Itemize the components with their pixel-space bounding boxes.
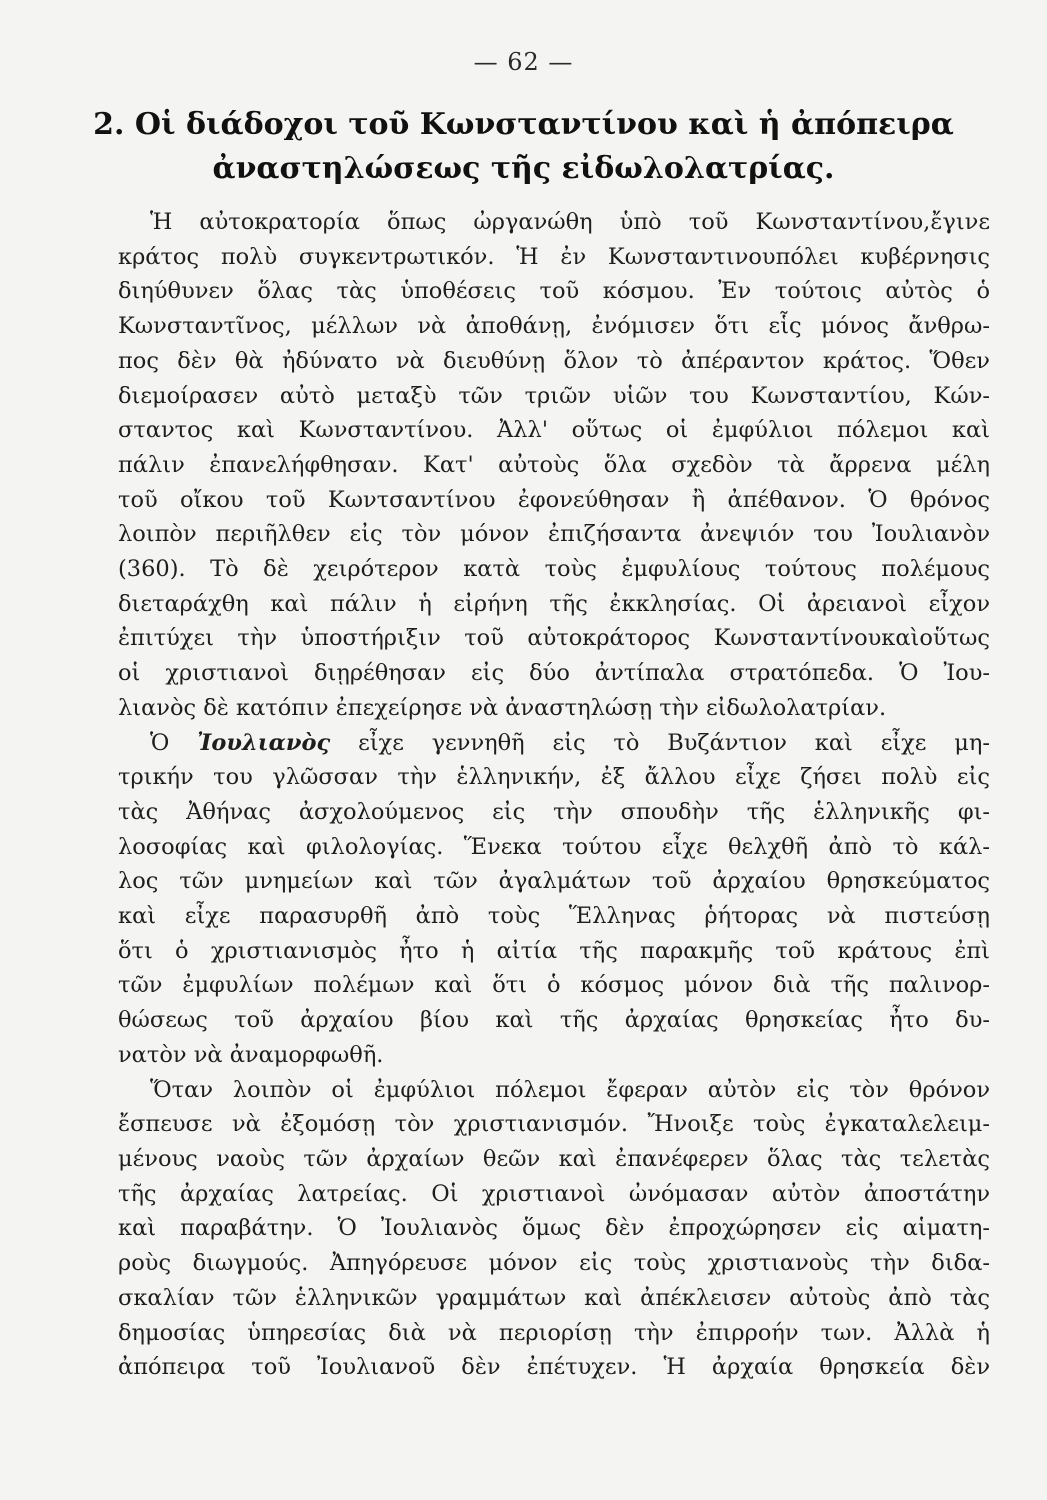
text-line: ὅτι ὁ χριστιανισμὸς ἦτο ἡ αἰτία τῆς παρακμῆς τοῦ κράτους ἐπὶ — [118, 937, 990, 964]
text-line: νατὸν νὰ ἀναμορφωθῆ. — [118, 1041, 384, 1068]
text-line: τῆς ἀρχαίας λατρείας. Οἱ χριστιανοὶ ὠνόμασαν αὐτὸν ἀποστάτην — [118, 1180, 990, 1207]
text-line: σκαλίαν τῶν ἑλληνικῶν γραμμάτων καὶ ἀπέκλεισεν αὐτοὺς ἀπὸ τὰς — [118, 1284, 990, 1311]
text-line: ἐπιτύχει τὴν ὑποστήριξιν τοῦ αὐτοκράτορος Κωνσταντίνουκαὶοὕτως — [118, 625, 990, 652]
text-line: τὰς Ἀθήνας ἀσχολούμενος εἰς τὴν σπουδὴν τῆς ἑλληνικῆς φι- — [118, 798, 990, 825]
text-line: ἀπόπειρα τοῦ Ἰουλιανοῦ δὲν ἐπέτυχεν. Ἡ ἀρχαία θρησκεία δὲν — [118, 1354, 990, 1381]
text-line: κράτος πολὺ συγκεντρωτικόν. Ἡ ἐν Κωνσταντινουπόλει κυβέρνησις — [118, 243, 990, 270]
text-fragment: εἶχε γεννηθῆ εἰς τὸ Βυζάντιον καὶ εἶχε μη- — [358, 729, 990, 756]
text-fragment: Ὁ — [150, 729, 170, 756]
text-line: (360). Τὸ δὲ χειρότερον κατὰ τοὺς ἐμφυλίους τούτους πολέμους — [118, 556, 990, 583]
page-number: — 62 — — [473, 48, 574, 76]
text-line: λιανὸς δὲ κατόπιν ἐπεχείρησε νὰ ἀναστηλώσῃ τὴν εἰδωλολατρίαν. — [118, 694, 887, 721]
text-line: σταντος καὶ Κωνσταντίνου. Ἀλλ' οὕτως οἱ ἐμφύλιοι πόλεμοι καὶ — [118, 417, 990, 444]
heading-line-2: ἀναστηλώσεως τῆς εἰδωλολατρίας. — [212, 151, 835, 186]
body-text — [118, 205, 990, 1385]
text-line: θώσεως τοῦ ἀρχαίου βίου καὶ τῆς ἀρχαίας θρησκείας ἦτο δυ- — [118, 1007, 990, 1034]
text-line: τρικήν του γλῶσσαν τὴν ἑλληνικήν, ἐξ ἄλλου εἶχε ζήσει πολὺ εἰς — [118, 764, 990, 791]
text-line-with-name — [118, 726, 990, 761]
text-line: διεταράχθη καὶ πάλιν ἡ εἰρήνη τῆς ἐκκλησίας. Οἱ ἀρειανοὶ εἶχον — [118, 590, 990, 617]
text-line: Ἡ αὐτοκρατορία ὅπως ὠργανώθη ὑπὸ τοῦ Κωνσταντίνου,ἔγινε — [150, 209, 990, 235]
text-line: ροὺς διωγμούς. Ἀπηγόρευσε μόνον εἰς τοὺς χριστιανοὺς τὴν διδα- — [118, 1250, 990, 1277]
text-line: οἱ χριστιανοὶ διῃρέθησαν εἰς δύο ἀντίπαλα στρατόπεδα. Ὁ Ἰου- — [118, 660, 990, 687]
text-line: λος τῶν μνημείων καὶ τῶν ἀγαλμάτων τοῦ ἀρχαίου θρησκεύματος — [118, 868, 990, 895]
text-line: πος δὲν θὰ ἠδύνατο νὰ διευθύνῃ ὅλον τὸ ἀπέραντον κράτος. Ὅθεν — [118, 347, 990, 374]
text-line: ἔσπευσε νὰ ἐξομόσῃ τὸν χριστιανισμόν. Ἤνοιξε τοὺς ἐγκαταλελειμ- — [118, 1111, 990, 1138]
text-line: τῶν ἐμφυλίων πολέμων καὶ ὅτι ὁ κόσμος μόνον διὰ τῆς παλινορ- — [118, 972, 990, 999]
text-line: λοιπὸν περιῆλθεν εἰς τὸν μόνον ἐπιζήσαντα ἀνεψιόν του Ἰουλιανὸν — [118, 521, 990, 548]
chapter-heading — [0, 103, 1047, 191]
text-line: δημοσίας ὑπηρεσίας διὰ νὰ περιορίσῃ τὴν ἐπιρροήν των. Ἀλλὰ ἡ — [118, 1319, 990, 1346]
text-line: Κωνσταντῖνος, μέλλων νὰ ἀποθάνῃ, ἐνόμισεν ὅτι εἷς μόνος ἄνθρω- — [118, 313, 990, 340]
heading-line-1: 2. Οἱ διάδοχοι τοῦ Κωνσταντίνου καὶ ἡ ἀπόπειρα — [93, 107, 954, 142]
text-line: διεμοίρασεν αὐτὸ μεταξὺ τῶν τριῶν υἱῶν του Κωνσταντίου, Κών- — [118, 382, 990, 409]
text-line: πάλιν ἐπανελήφθησαν. Κατ' αὐτοὺς ὅλα σχεδὸν τὰ ἄρρενα μέλη — [118, 451, 990, 478]
text-line: Ὅταν λοιπὸν οἱ ἐμφύλιοι πόλεμοι ἔφεραν αὐτὸν εἰς τὸν θρόνον — [150, 1076, 990, 1103]
text-line: μένους ναοὺς τῶν ἀρχαίων θεῶν καὶ ἐπανέφερεν ὅλας τὰς τελετὰς — [118, 1145, 990, 1172]
text-line: διηύθυνεν ὅλας τὰς ὑποθέσεις τοῦ κόσμου. Ἐν τούτοις αὐτὸς ὁ — [118, 278, 990, 305]
text-line: καὶ εἶχε παρασυρθῆ ἀπὸ τοὺς Ἕλληνας ῥήτορας νὰ πιστεύσῃ — [118, 903, 990, 930]
emphasized-name: Ἰουλιανὸς — [197, 729, 331, 756]
text-line: τοῦ οἴκου τοῦ Κωντσαντίνου ἐφονεύθησαν ἢ ἀπέθανον. Ὁ θρόνος — [118, 486, 990, 513]
text-line: λοσοφίας καὶ φιλολογίας. Ἕνεκα τούτου εἶχε θελχθῆ ἀπὸ τὸ κάλ- — [118, 833, 990, 860]
text-line: καὶ παραβάτην. Ὁ Ἰουλιανὸς ὅμως δὲν ἐπροχώρησεν εἰς αἱματη- — [118, 1215, 990, 1242]
